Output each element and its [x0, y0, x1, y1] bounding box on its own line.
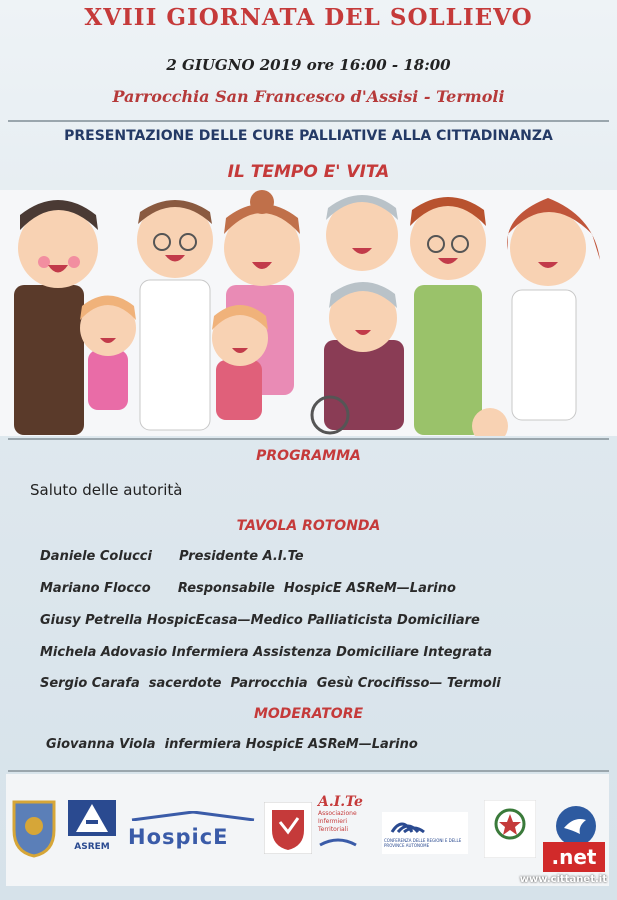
asrem-icon: [66, 796, 118, 838]
speaker-line: Michela Adovasio Infermiera Assistenza Domiciliare Integrata: [40, 645, 493, 660]
conferenza-arcs-icon: [382, 812, 468, 834]
divider: [8, 438, 609, 440]
girl-figure: [80, 296, 136, 411]
termoli-crest-logo: [10, 796, 58, 858]
cittanet-badge: .net: [543, 842, 605, 872]
divider: [8, 770, 609, 772]
nurse-figure: [507, 198, 600, 420]
event-date: 2 GIUGNO 2019 ore 16:00 - 18:00: [166, 56, 451, 74]
tavola-rotonda-title: TAVOLA ROTONDA: [236, 518, 381, 534]
programma-title: PROGRAMMA: [256, 448, 361, 464]
hospice-roof-icon: [128, 811, 258, 821]
conferenza-label: CONFERENZA DELLE REGIONI E DELLE PROVINCE AUTONOME: [384, 838, 462, 848]
moderatore-line: Giovanna Viola infermiera HospicE ASReM—Larino: [46, 737, 418, 752]
speaker-line: Sergio Carafa sacerdote Parrocchia Gesù Crocifisso— Termoli: [40, 676, 501, 691]
young-man-figure: [410, 197, 486, 435]
asrem-label: ASREM: [74, 842, 110, 852]
shield-logo: [264, 802, 312, 854]
grandpa-figure: [326, 195, 398, 271]
event-title: XVIII GIORNATA DEL SOLLIEVO: [84, 4, 533, 31]
hospice-label: HospicE: [128, 825, 229, 849]
hospice-logo: [128, 806, 258, 849]
event-subtitle: PRESENTAZIONE DELLE CURE PALLIATIVE ALLA CITTADINANZA: [64, 128, 553, 144]
speaker-line: Daniele Colucci Presidente A.I.Te: [40, 549, 304, 564]
aite-logo: [318, 794, 378, 864]
aite-label: A.I.Te: [318, 794, 363, 810]
aite-sublabel: Associazione Infermieri Territoriali: [318, 810, 357, 833]
conferenza-logo: [382, 812, 468, 854]
aite-swoosh-icon: [318, 835, 358, 849]
cittanet-watermark: [509, 842, 609, 892]
event-place: Parrocchia San Francesco d'Assisi - Termoli: [112, 87, 505, 106]
saluto-text: Saluto delle autorità: [30, 481, 183, 499]
moderatore-title: MODERATORE: [253, 706, 364, 722]
speaker-line: Giusy Petrella HospicEcasa—Medico Palliaticista Domiciliare: [40, 613, 480, 628]
event-tagline: IL TEMPO E' VITA: [227, 162, 390, 182]
doctor-figure: [137, 200, 213, 430]
asrem-logo: [66, 796, 118, 856]
family-cartoon: [0, 190, 617, 436]
grandma-figure: [312, 282, 404, 433]
cittanet-url: www.cittanet.it: [519, 874, 607, 885]
divider: [8, 120, 609, 122]
speaker-line: Mariano Flocco Responsabile HospicE ASReM—Larino: [40, 581, 456, 596]
family-illustration: [0, 190, 617, 436]
